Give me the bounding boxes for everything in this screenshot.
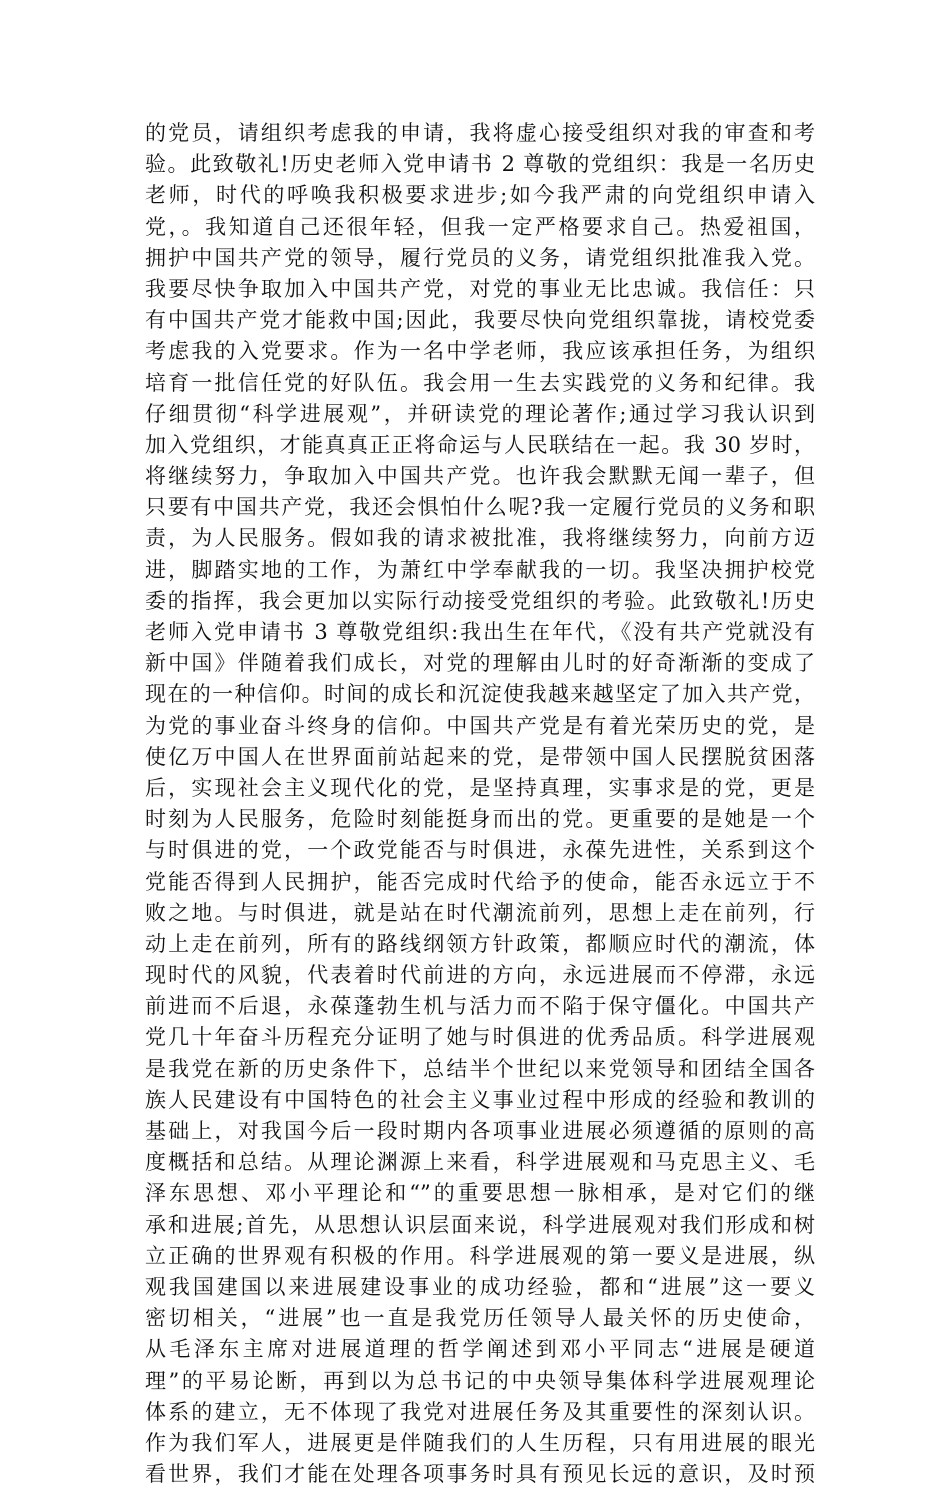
text-line: 有中国共产党才能救中国;因此，我要尽快向党组织靠拢，请校党委 bbox=[145, 308, 815, 333]
text-line: 我要尽快争取加入中国共产党，对党的事业无比忠诚。我信任：只 bbox=[145, 276, 815, 301]
text-line: 现在的一种信仰。时间的成长和沉淀使我越来越坚定了加入共产党， bbox=[145, 682, 815, 707]
body-text bbox=[145, 118, 815, 1490]
text-line: 后，实现社会主义现代化的党，是坚持真理，实事求是的党，更是 bbox=[145, 775, 815, 800]
text-line: 加入党组织，才能真真正正将命运与人民联结在一起。我 30 岁时， bbox=[145, 432, 815, 457]
text-line: 观我国建国以来进展建设事业的成功经验，都和“进展”这一要义 bbox=[145, 1274, 815, 1299]
text-line: 从毛泽东主席对进展道理的哲学阐述到邓小平同志“进展是硬道 bbox=[145, 1337, 815, 1362]
text-line: 将继续努力，争取加入中国共产党。也许我会默默无闻一辈子，但 bbox=[145, 464, 815, 489]
text-line: 党，。我知道自己还很年轻，但我一定严格要求自己。热爱祖国， bbox=[145, 214, 815, 239]
text-line: 作为我们军人，进展更是伴随我们的人生历程，只有用进展的眼光 bbox=[145, 1430, 815, 1455]
text-line: 为党的事业奋斗终身的信仰。中国共产党是有着光荣历史的党，是 bbox=[145, 713, 815, 738]
text-line: 进，脚踏实地的工作，为萧红中学奉献我的一切。我坚决拥护校党 bbox=[145, 557, 815, 582]
text-line: 看世界，我们才能在处理各项事务时具有预见长远的意识，及时预 bbox=[145, 1462, 815, 1487]
text-line: 考虑我的入党要求。作为一名中学老师，我应该承担任务，为组织 bbox=[145, 339, 815, 364]
text-line: 委的指挥，我会更加以实际行动接受党组织的考验。此致敬礼!历史 bbox=[145, 588, 815, 613]
text-line: 培育一批信任党的好队伍。我会用一生去实践党的义务和纪律。我 bbox=[145, 370, 815, 395]
text-line: 败之地。与时俱进，就是站在时代潮流前列，思想上走在前列，行 bbox=[145, 900, 815, 925]
text-line: 使亿万中国人在世界面前站起来的党，是带领中国人民摆脱贫困落 bbox=[145, 744, 815, 769]
text-line: 动上走在前列，所有的路线纲领方针政策，都顺应时代的潮流，体 bbox=[145, 931, 815, 956]
text-line: 验。此致敬礼!历史老师入党申请书 2 尊敬的党组织：我是一名历史 bbox=[145, 152, 815, 177]
text-line: 立正确的世界观有积极的作用。科学进展观的第一要义是进展，纵 bbox=[145, 1243, 815, 1268]
text-line: 前进而不后退，永葆蓬勃生机与活力而不陷于保守僵化。中国共产 bbox=[145, 994, 815, 1019]
text-line: 泽东思想、邓小平理论和“”的重要思想一脉相承，是对它们的继 bbox=[145, 1181, 815, 1206]
text-line: 理”的平易论断，再到以为总书记的中央领导集体科学进展观理论 bbox=[145, 1368, 815, 1393]
text-line: 党几十年奋斗历程充分证明了她与时俱进的优秀品质。科学进展观 bbox=[145, 1025, 815, 1050]
text-line: 老师入党申请书 3 尊敬党组织:我出生在年代，《没有共产党就没有 bbox=[145, 620, 815, 644]
text-line: 时刻为人民服务，危险时刻能挺身而出的党。更重要的是她是一个 bbox=[145, 807, 815, 832]
text-line: 度概括和总结。从理论渊源上来看，科学进展观和马克思主义、毛 bbox=[145, 1150, 815, 1175]
text-line: 基础上，对我国今后一段时期内各项事业进展必须遵循的原则的高 bbox=[145, 1119, 815, 1143]
text-line: 党能否得到人民拥护，能否完成时代给予的使命，能否永远立于不 bbox=[145, 869, 815, 894]
text-line: 是我党在新的历史条件下，总结半个世纪以来党领导和团结全国各 bbox=[145, 1056, 815, 1081]
text-line: 的党员，请组织考虑我的申请，我将虚心接受组织对我的审查和考 bbox=[145, 121, 815, 145]
text-line: 老师，时代的呼唤我积极要求进步;如今我严肃的向党组织申请入 bbox=[145, 183, 815, 208]
text-line: 只要有中国共产党，我还会惧怕什么呢?我一定履行党员的义务和职 bbox=[145, 495, 815, 520]
text-line: 现时代的风貌，代表着时代前进的方向，永远进展而不停滞，永远 bbox=[145, 963, 815, 988]
text-line: 责，为人民服务。假如我的请求被批准，我将继续努力，向前方迈 bbox=[145, 526, 815, 551]
text-line: 与时俱进的党，一个政党能否与时俱进，永葆先进性，关系到这个 bbox=[145, 838, 815, 863]
text-line: 承和进展;首先，从思想认识层面来说，科学进展观对我们形成和树 bbox=[145, 1212, 815, 1237]
text-line: 体系的建立，无不体现了我党对进展任务及其重要性的深刻认识。 bbox=[145, 1399, 815, 1424]
text-line: 新中国》伴随着我们成长，对党的理解由儿时的好奇渐渐的变成了 bbox=[145, 651, 815, 676]
text-line: 拥护中国共产党的领导，履行党员的义务，请党组织批准我入党。 bbox=[145, 245, 815, 270]
text-line: 仔细贯彻“科学进展观”，并研读党的理论著作;通过学习我认识到 bbox=[145, 401, 815, 426]
text-line: 族人民建设有中国特色的社会主义事业过程中形成的经验和教训的 bbox=[145, 1087, 815, 1112]
text-line: 密切相关，“进展”也一直是我党历任领导人最关怀的历史使命， bbox=[145, 1306, 815, 1331]
